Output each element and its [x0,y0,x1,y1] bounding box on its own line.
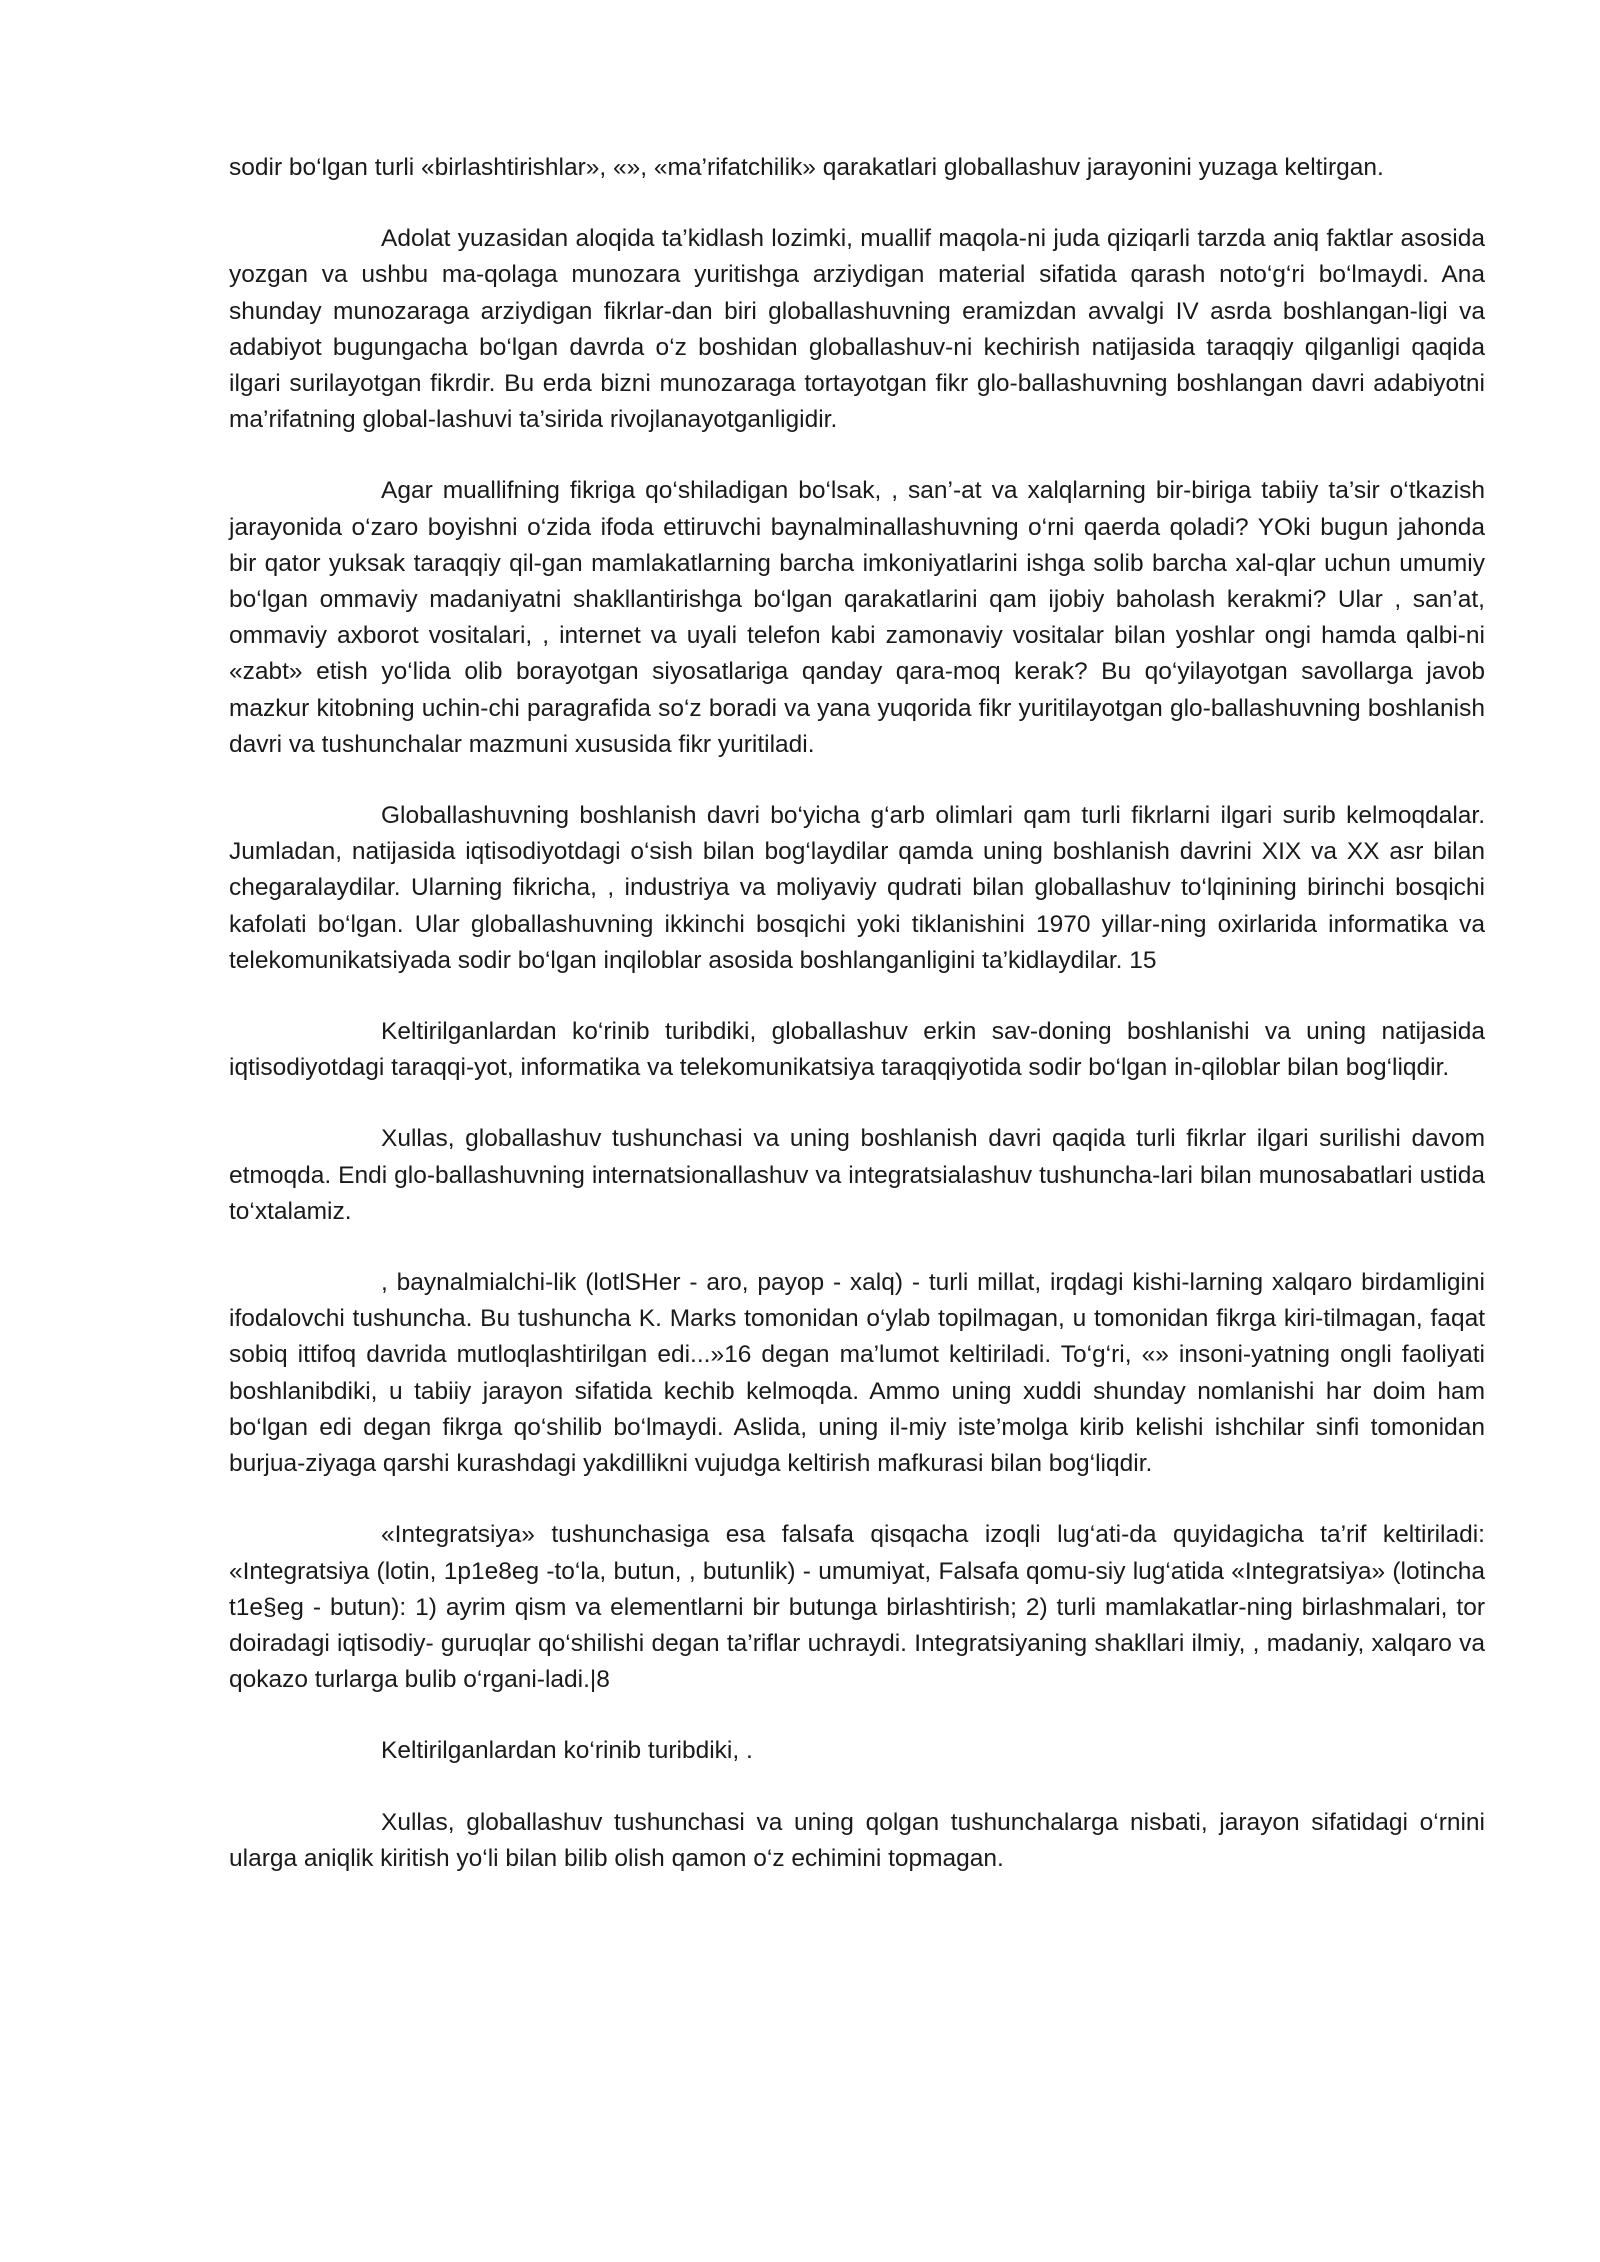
paragraph-8: «Integratsiya» tushunchasiga esa falsafa qisqacha izoqli lug‘ati-da quyidagicha ta’rif keltiriladi: «Integratsiya (lotin, 1p1e8eg -to‘la, butun, , butunlik) - umumiyat, Falsafa qomu-siy lug‘atida «Integratsiya» (lotincha t1e§eg - butun): 1) ayrim qism va elementlarni bir butunga birlashtirish; 2) turli mamlakatlar-ning birlashmalari, tor doiradagi iqtisodiy- guruqlar qo‘shilishi degan ta’riflar uchraydi. Integratsiyaning shakllari ilmiy, , madaniy, xalqaro va qokazo turlarga bulib o‘rgani-ladi.|8 [229,1521,1485,1694]
paragraph-1: sodir bo‘lgan turli «birlashtirishlar», «», «ma’rifatchilik» qarakatlari globallashuv jarayonini yuzaga keltirgan. [229,154,1384,181]
paragraph-6: Xullas, globallashuv tushunchasi va uning boshlanish davri qaqida turli fikrlar ilgari surilishi davom etmoqda. Endi glo-ballashuvning internatsionallashuv va integratsialashuv tushuncha-lari bilan munosabatlari ustida to‘xtalamiz. [229,1125,1485,1225]
document-body [229,150,1485,1912]
paragraph-3: Agar muallifning fikriga qo‘shiladigan bo‘lsak, , san’-at va xalqlarning bir-biriga tabiiy ta’sir o‘tkazish jarayonida o‘zaro boyishni o‘zida ifoda ettiruvchi baynalminallashuvning o‘rni qaerda qoladi? YOki bugun jahonda bir qator yuksak taraqqiy qil-gan mamlakatlarning barcha imkoniyatlarini ishga solib barcha xal-qlar uchun umumiy bo‘lgan ommaviy madaniyatni shakllantirishga bo‘lgan qarakatlarini qam ijobiy baholash kerakmi? Ular , san’at, ommaviy axborot vositalari, , internet va uyali telefon kabi zamonaviy vositalar bilan yoshlar ongi hamda qalbi-ni «zabt» etish yo‘lida olib borayotgan siyosatlariga qanday qara-moq kerak? Bu qo‘yilayotgan savollarga javob mazkur kitobning uchin-chi paragrafida so‘z boradi va yana yuqorida fikr yuritilayotgan glo-ballashuvning boshlanish davri va tushunchalar mazmuni xususida fikr yuritiladi. [229,477,1485,758]
paragraph-10: Xullas, globallashuv tushunchasi va uning qolgan tushunchalarga nisbati, jarayon sifatidagi o‘rnini ularga aniqlik kiritish yo‘li bilan bilib olish qamon o‘z echimini topmagan. [229,1808,1485,1872]
paragraph-4: Globallashuvning boshlanish davri bo‘yicha g‘arb olimlari qam turli fikrlarni ilgari surib kelmoqdalar. Jumladan, natijasida iqtisodiyotdagi o‘sish bilan bog‘laydilar qamda uning boshlanish davrini XIX va XX asr bilan chegaralaydilar. Ularning fikricha, , industriya va moliyaviy qudrati bilan globallashuv to‘lqinining birinchi bosqichi kafolati bo‘lgan. Ular globallashuvning ikkinchi bosqichi yoki tiklanishini 1970 yillar-ning oxirlarida informatika va telekomunikatsiyada sodir bo‘lgan inqiloblar asosida boshlanganligini ta’kidlaydilar. 15 [229,802,1485,974]
paragraph-9: Keltirilganlardan ko‘rinib turibdiki, . [381,1737,753,1765]
paragraph-7: , baynalmialchi-lik (lotlSHer - aro, payop - xalq) - turli millat, irqdagi kishi-larning xalqaro birdamligini ifodalovchi tushuncha. Bu tushuncha K. Marks tomonidan o‘ylab topilmagan, u tomonidan fikrga kiri-tilmagan, faqat sobiq ittifoq davrida mutloqlashtirilgan edi...»16 degan ma’lumot keltiriladi. To‘g‘ri, «» insoni-yatning ongli faoliyati boshlanibdiki, u tabiiy jarayon sifatida kechib kelmoqda. Ammo uning xuddi shunday nomlanishi har doim ham bo‘lgan edi degan fikrga qo‘shilib bo‘lmaydi. Aslida, uning il-miy iste’molga kirib kelishi ishchilar sinfi tomonidan burjua-ziyaga qarshi kurashdagi yakdillikni vujudga keltirish mafkurasi bilan bog‘liqdir. [229,1269,1485,1478]
paragraph-2: Adolat yuzasidan aloqida ta’kidlash lozimki, muallif maqola-ni juda qiziqarli tarzda aniq faktlar asosida yozgan va ushbu ma-qolaga munozara yuritishga arziydigan material sifatida qarash noto‘g‘ri bo‘lmaydi. Ana shunday munozaraga arziydigan fikrlar-dan biri globallashuvning eramizdan avvalgi IV asrda boshlangan-ligi va adabiyot bugungacha bo‘lgan davrda o‘z boshidan globallashuv-ni kechirish natijasida taraqqiy qilganligi qaqida ilgari surilayotgan fikrdir. Bu erda bizni munozaraga tortayotgan fikr glo-ballashuvning boshlangan davri adabiyotni ma’rifatning global-lashuvi ta’sirida rivojlanayotganligidir. [229,225,1485,434]
paragraph-5: Keltirilganlardan ko‘rinib turibdiki, globallashuv erkin sav-doning boshlanishi va uning natijasida iqtisodiyotdagi taraqqi-yot, informatika va telekomunikatsiya taraqqiyotida sodir bo‘lgan in-qiloblar bilan bog‘liqdir. [229,1018,1485,1082]
